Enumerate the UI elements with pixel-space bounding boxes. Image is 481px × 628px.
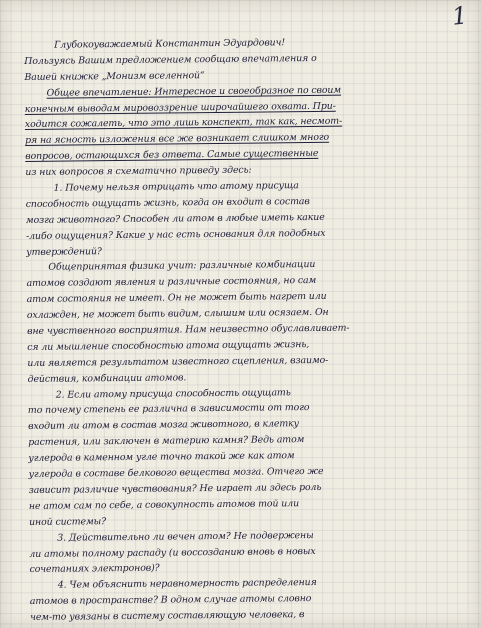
letter-line: углерода в каменном угле точно такой же как атом	[28, 450, 295, 465]
letter-line: зависит различие чувствования? Не играет ли здесь роль	[28, 481, 322, 496]
letter-line: не атом сам по себе, а совокупность атомов той или	[28, 497, 300, 512]
letter-line: ря на ясность изложения все же возникает слишком много	[25, 132, 330, 147]
letter-line: ли атомы полному распаду (и воссозданию вновь в новых	[29, 545, 316, 560]
letter-line: вне чувственного восприятия. Нам неизвестно обуславливает-	[27, 322, 350, 338]
letter-line: конечным выводам мировоззрение широчайшего охвата. При-	[24, 100, 336, 115]
letter-line: утверждений?	[26, 245, 102, 258]
letter-line: вопросов, остающихся без ответа. Самые существенные	[25, 148, 319, 163]
letter-line: 1. Почему нельзя отрицать что атому присуща	[53, 180, 299, 194]
letter-line: способность ощущать жизнь, когда он входит в состав	[25, 195, 310, 210]
letter-line: из них вопросов я схематично приведу здесь:	[25, 164, 252, 179]
letter-line: мозга животного? Способен ли атом в любые иметь какие	[25, 211, 325, 226]
letter-line: или является результатом известного сцепления, взаимо-	[27, 354, 329, 369]
letter-line: ходится сожалеть, что это лишь конспект, так как, несмот-	[24, 116, 343, 131]
letter-line: атомов в пространстве? В одном случае атомы словно	[29, 593, 312, 608]
letter-line: входит ли атом в состав мозга животного, в клетку	[28, 418, 299, 433]
letter-line: 3. Действительно ли вечен атом? Не подвержены	[57, 529, 314, 544]
letter-line: охлажден, не может быть видим, слышим или осязаем. Он	[26, 306, 329, 322]
letter-line: Глубокоуважаемый Константин Эдуардович!	[54, 37, 286, 51]
letter-body	[24, 33, 476, 626]
letter-line: 4. Чем объяснить неравномерность распределения	[57, 577, 317, 591]
letter-line: иной системы?	[29, 515, 107, 528]
letter-line: Пользуясь Вашим предложением сообщаю впечатления о	[24, 52, 317, 67]
letter-line: действия, комбинации атомов.	[27, 372, 187, 385]
letter-line: -либо ощущения? Какие у нас есть основания для подобных	[26, 227, 326, 242]
page-number: 1	[450, 1, 469, 31]
letter-line: атомов создают явления и различные состояния, но сам	[26, 275, 317, 290]
letter-line: то почему степень ее различна в зависимости от того	[27, 402, 310, 417]
letter-line: Общее впечатление: Интересное и своеобразное по своим	[46, 84, 342, 99]
letter-line: 2. Если атому присуща способность ощущать	[55, 386, 291, 401]
letter-line: растения, или заключен в материю камня? Ведь атом	[28, 434, 305, 449]
letter-line: углерода в составе белкового вещества мозга. Отчего же	[28, 465, 324, 481]
letter-line: Вашей книжке „Монизм вселенной“	[24, 69, 205, 83]
letter-line: Общепринятая физика учит: различные комбинации	[48, 259, 316, 274]
letter-line: чем-то увязаны в систему составляющую человека, в	[30, 609, 305, 624]
letter-line: атом состояния не имеет. Он не может быть нагрет или	[26, 291, 327, 306]
letter-line: сочетаниях электронов)?	[29, 563, 160, 576]
letter-line: ся ли мышление способностью атома ощущать жизнь,	[27, 338, 310, 353]
